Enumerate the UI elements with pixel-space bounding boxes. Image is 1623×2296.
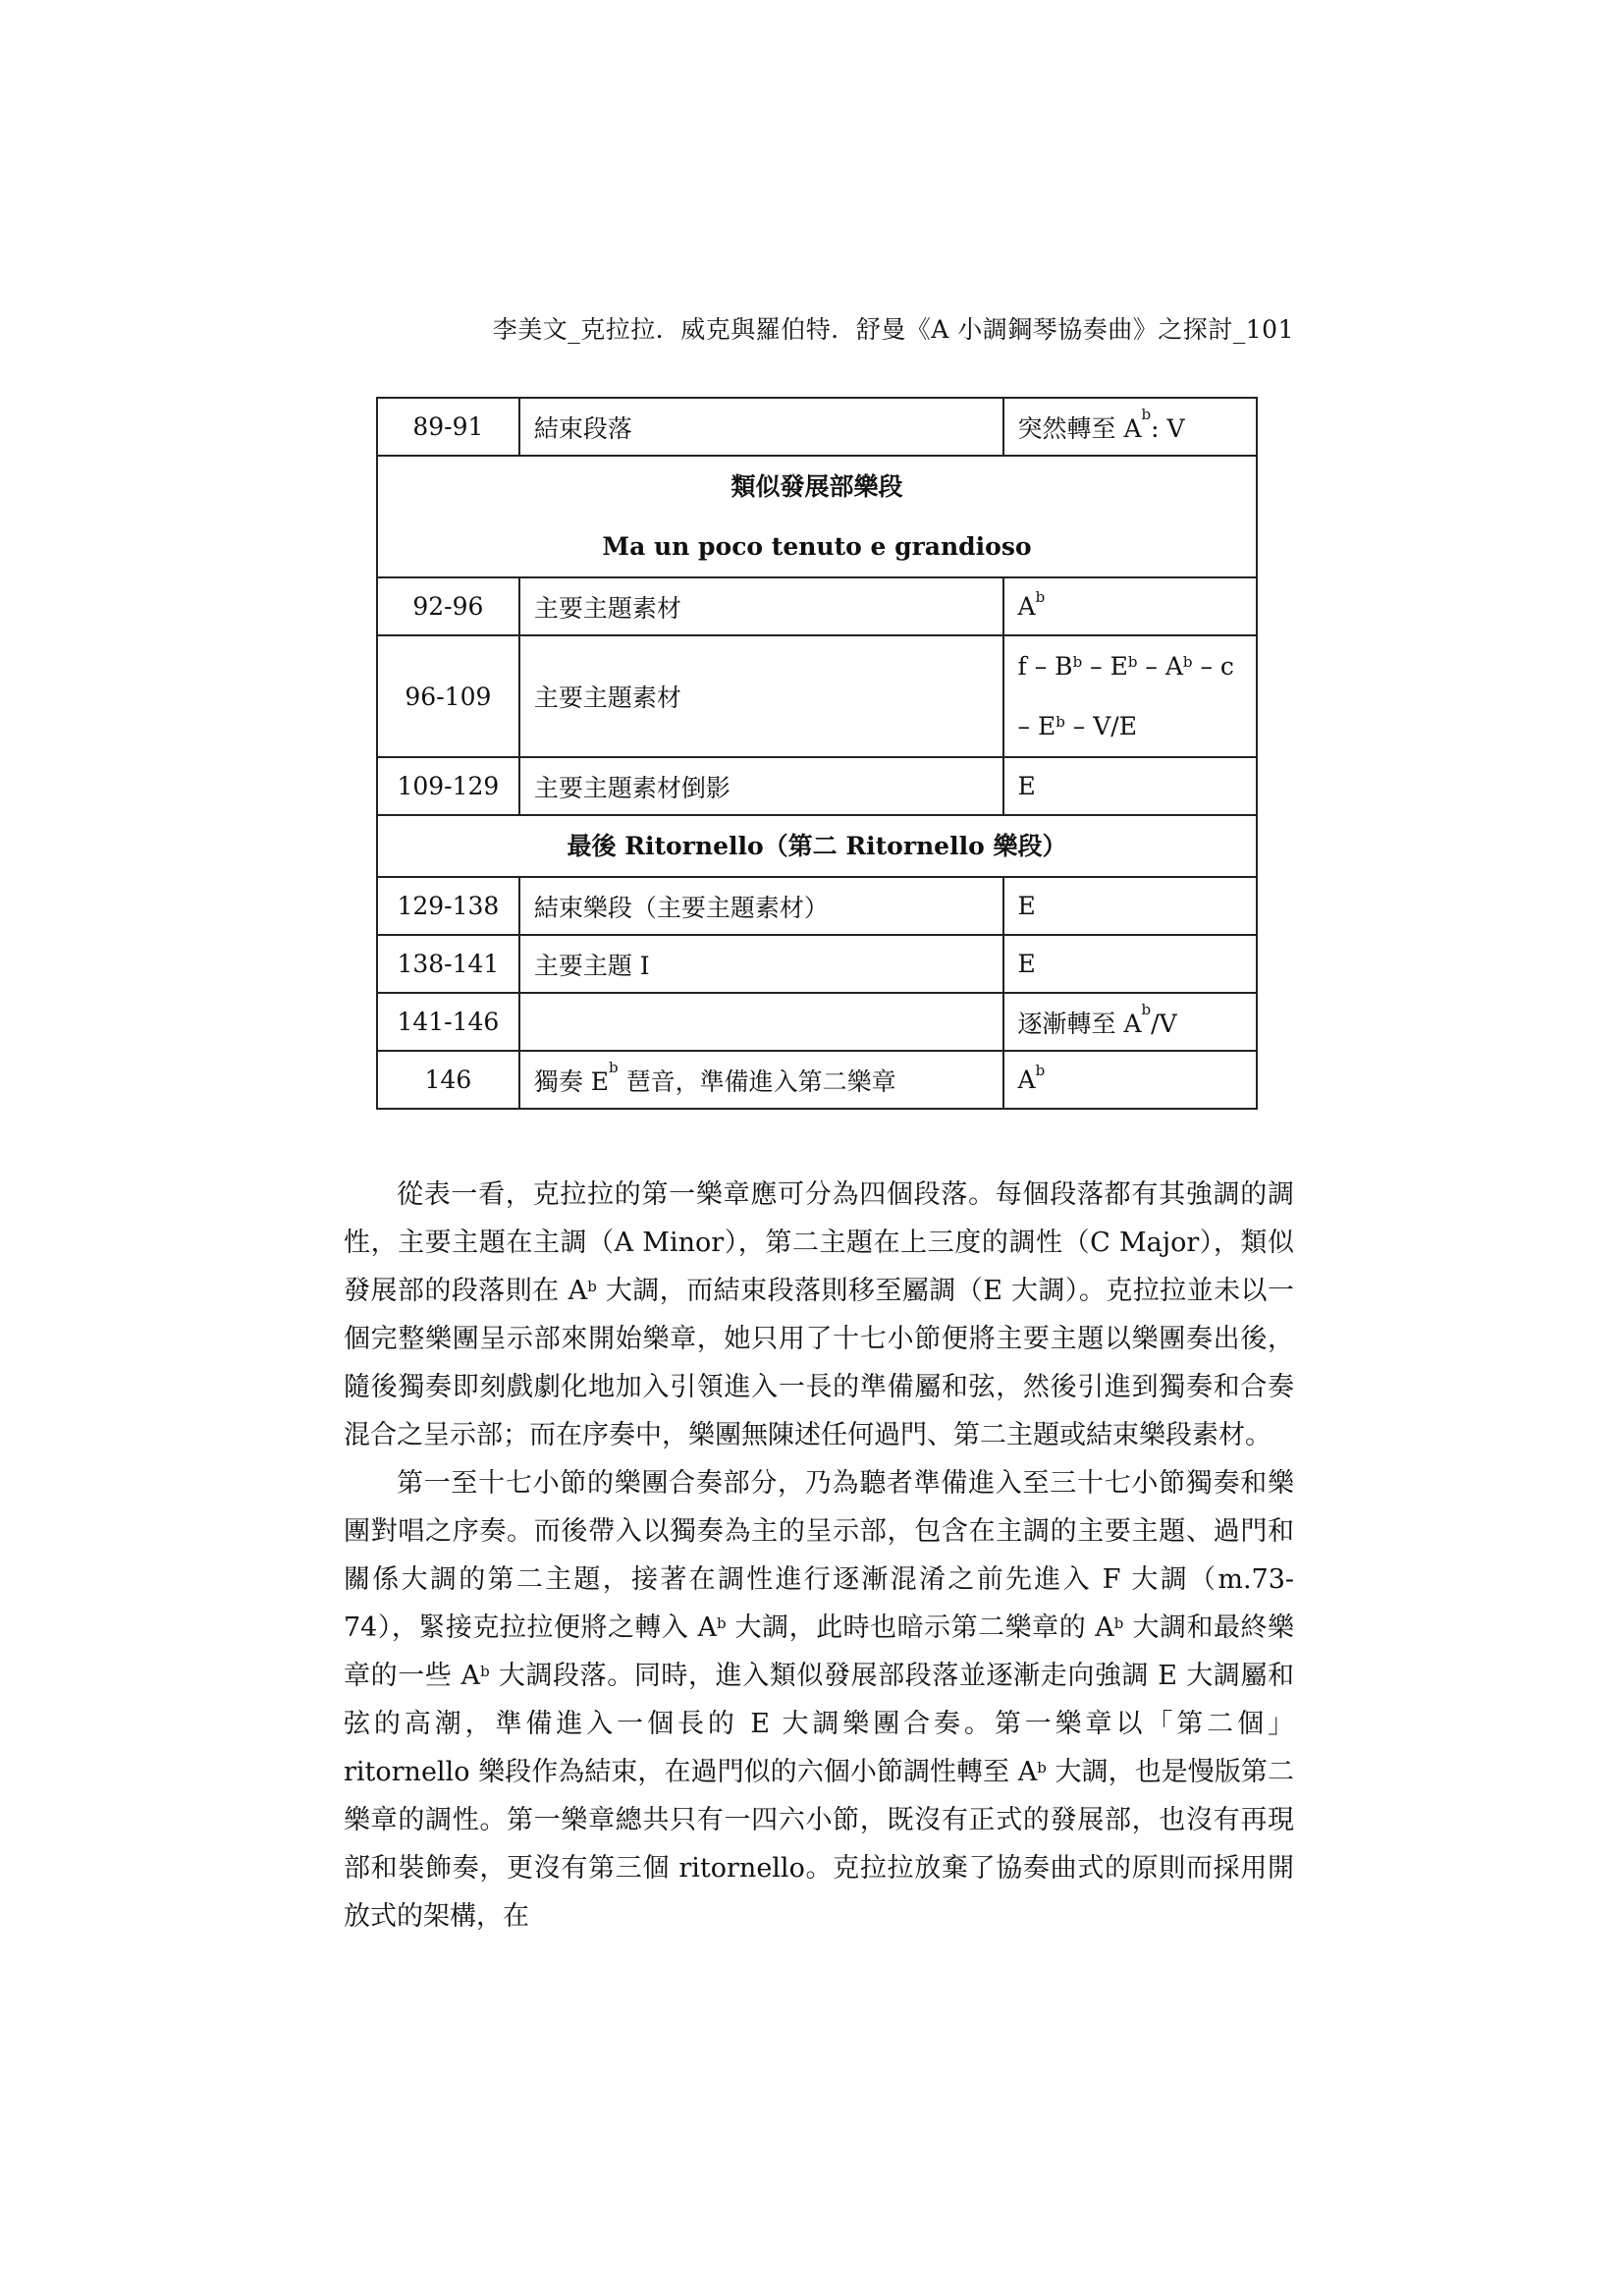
text-run: 大調，而結束段落則移至屬調（E 大調）。克拉拉並未以一個完整樂團呈示部來開始樂章，她只用了十七小節便將主要主題以樂團奏出後，隨後獨奏即刻戲劇化地加入引領進入一長的準備屬和弦，然後引進到獨奏和合奏混合之呈示部；而在序奏中，樂團無陳述任何過門、第二主題或結束樂段素材。 — [344, 1276, 1294, 1450]
flat-sup: b — [1182, 653, 1193, 671]
text-run: 第一至十七小節的樂團合奏部分，乃為聽者準備進入至三十七小節獨奏和樂團對唱之序奏。而後帶入以獨奏為主的呈示部，包含在主調的主要主題、過門和關係大調的第二主題，接著在調性進行逐漸混淆之前先進入 F 大調（m.73-74），緊接克拉拉便將之轉入 A — [344, 1468, 1294, 1643]
key-cell: E — [1003, 935, 1257, 993]
key-cell — [1003, 1051, 1257, 1109]
table-row — [377, 1051, 1257, 1109]
key-text: A — [1017, 1066, 1036, 1094]
description-cell: 主要主題素材 — [519, 635, 1003, 757]
text-run: 大調，也是慢版第二樂章的調性。第一樂章總共只有一四六小節，既沒有正式的發展部，也沒有再現部和裝飾奏，更沒有第三個 ritornello。克拉拉放棄了協奏曲式的原則而採用開放式的架構，在 — [344, 1757, 1294, 1932]
measure-cell: 109-129 — [377, 757, 519, 815]
key-text: A — [1017, 592, 1036, 621]
text-run: 大調段落。同時，進入類似發展部段落並逐漸走向強調 E 大調屬和弦的高潮，準備進入一個長的 E 大調樂團合奏。第一樂章以「第二個」ritornello 樂段作為結束，在過門似的六個小節調性轉至 A — [344, 1661, 1294, 1787]
flat-sup: b — [1141, 405, 1152, 423]
section-header-row — [377, 456, 1257, 577]
key-cell — [1003, 398, 1257, 456]
key-cell — [1003, 577, 1257, 635]
paragraph — [344, 1459, 1294, 1941]
table-row — [377, 993, 1257, 1051]
key-text: – V/E — [1064, 712, 1137, 740]
text-run: 從表一看，克拉拉的第一樂章應可分為四個段落。每個段落都有其強調的調性，主要主題在主調（A Minor），第二主題在上三度的調性（C Major），類似發展部的段落則在 A — [344, 1179, 1294, 1306]
flat-sup: b — [1035, 1062, 1046, 1079]
measure-cell: 138-141 — [377, 935, 519, 993]
description-cell: 主要主題 I — [519, 935, 1003, 993]
key-text: f – B — [1017, 652, 1073, 681]
measure-cell: 141-146 — [377, 993, 519, 1051]
key-text: – A — [1137, 652, 1183, 681]
flat-sup: b — [1072, 653, 1083, 671]
description-cell: 主要主題素材倒影 — [519, 757, 1003, 815]
table-row — [377, 757, 1257, 815]
flat-sup: b — [1141, 1000, 1152, 1018]
key-text: 突然轉至 A — [1017, 413, 1142, 443]
movement-structure-table — [376, 397, 1258, 1110]
flat-sup: b — [1035, 588, 1046, 606]
flat-sup: b — [480, 1663, 490, 1680]
paragraph — [344, 1171, 1294, 1459]
key-text: 逐漸轉至 A — [1017, 1009, 1142, 1038]
key-line — [1018, 636, 1242, 696]
key-cell — [1003, 993, 1257, 1051]
description-cell — [519, 993, 1003, 1051]
text-run: 大調和最終樂章的一些 A — [344, 1613, 1294, 1691]
section-title: 類似發展部樂段 — [730, 472, 903, 501]
measure-cell: 129-138 — [377, 877, 519, 935]
flat-sup: b — [587, 1278, 597, 1295]
desc-text: 琶音，準備進入第二樂章 — [618, 1066, 896, 1096]
body-text — [344, 1171, 1294, 1941]
section-subtitle: Ma un poco tenuto e grandioso — [602, 532, 1032, 561]
measure-cell: 96-109 — [377, 635, 519, 757]
description-cell — [519, 1051, 1003, 1109]
section-header-ritornello — [377, 815, 1257, 877]
measure-cell: 146 — [377, 1051, 519, 1109]
key-cell — [1003, 635, 1257, 757]
description-cell: 結束樂段（主要主題素材） — [519, 877, 1003, 935]
table-row — [377, 635, 1257, 757]
table-row — [377, 877, 1257, 935]
measure-cell: 89-91 — [377, 398, 519, 456]
running-header: 李美文_克拉拉．威克與羅伯特．舒曼《A 小調鋼琴協奏曲》之探討_101 — [492, 315, 1294, 344]
flat-sup: b — [609, 1058, 619, 1076]
key-cell: E — [1003, 877, 1257, 935]
key-text: – c — [1192, 652, 1234, 681]
flat-sup: b — [1037, 1759, 1047, 1777]
key-tail: /V — [1151, 1009, 1177, 1038]
description-cell: 結束段落 — [519, 398, 1003, 456]
desc-text: 獨奏 E — [533, 1066, 610, 1096]
key-cell: E — [1003, 757, 1257, 815]
flat-sup: b — [716, 1614, 727, 1632]
key-text: – E — [1082, 652, 1128, 681]
table-row — [377, 398, 1257, 456]
table-row — [377, 577, 1257, 635]
section-title: 最後 Ritornello（第二 Ritornello 樂段） — [567, 832, 1067, 860]
flat-sup: b — [1113, 1614, 1124, 1632]
flat-sup: b — [1055, 713, 1065, 731]
key-text: – E — [1017, 712, 1056, 740]
flat-sup: b — [1127, 653, 1138, 671]
text-run: 大調，此時也暗示第二樂章的 A — [726, 1613, 1114, 1643]
key-line — [1018, 696, 1242, 756]
section-header-row — [377, 815, 1257, 877]
table-row — [377, 935, 1257, 993]
measure-cell: 92-96 — [377, 577, 519, 635]
section-header-development — [377, 456, 1257, 577]
description-cell: 主要主題素材 — [519, 577, 1003, 635]
key-tail: : V — [1151, 413, 1185, 443]
